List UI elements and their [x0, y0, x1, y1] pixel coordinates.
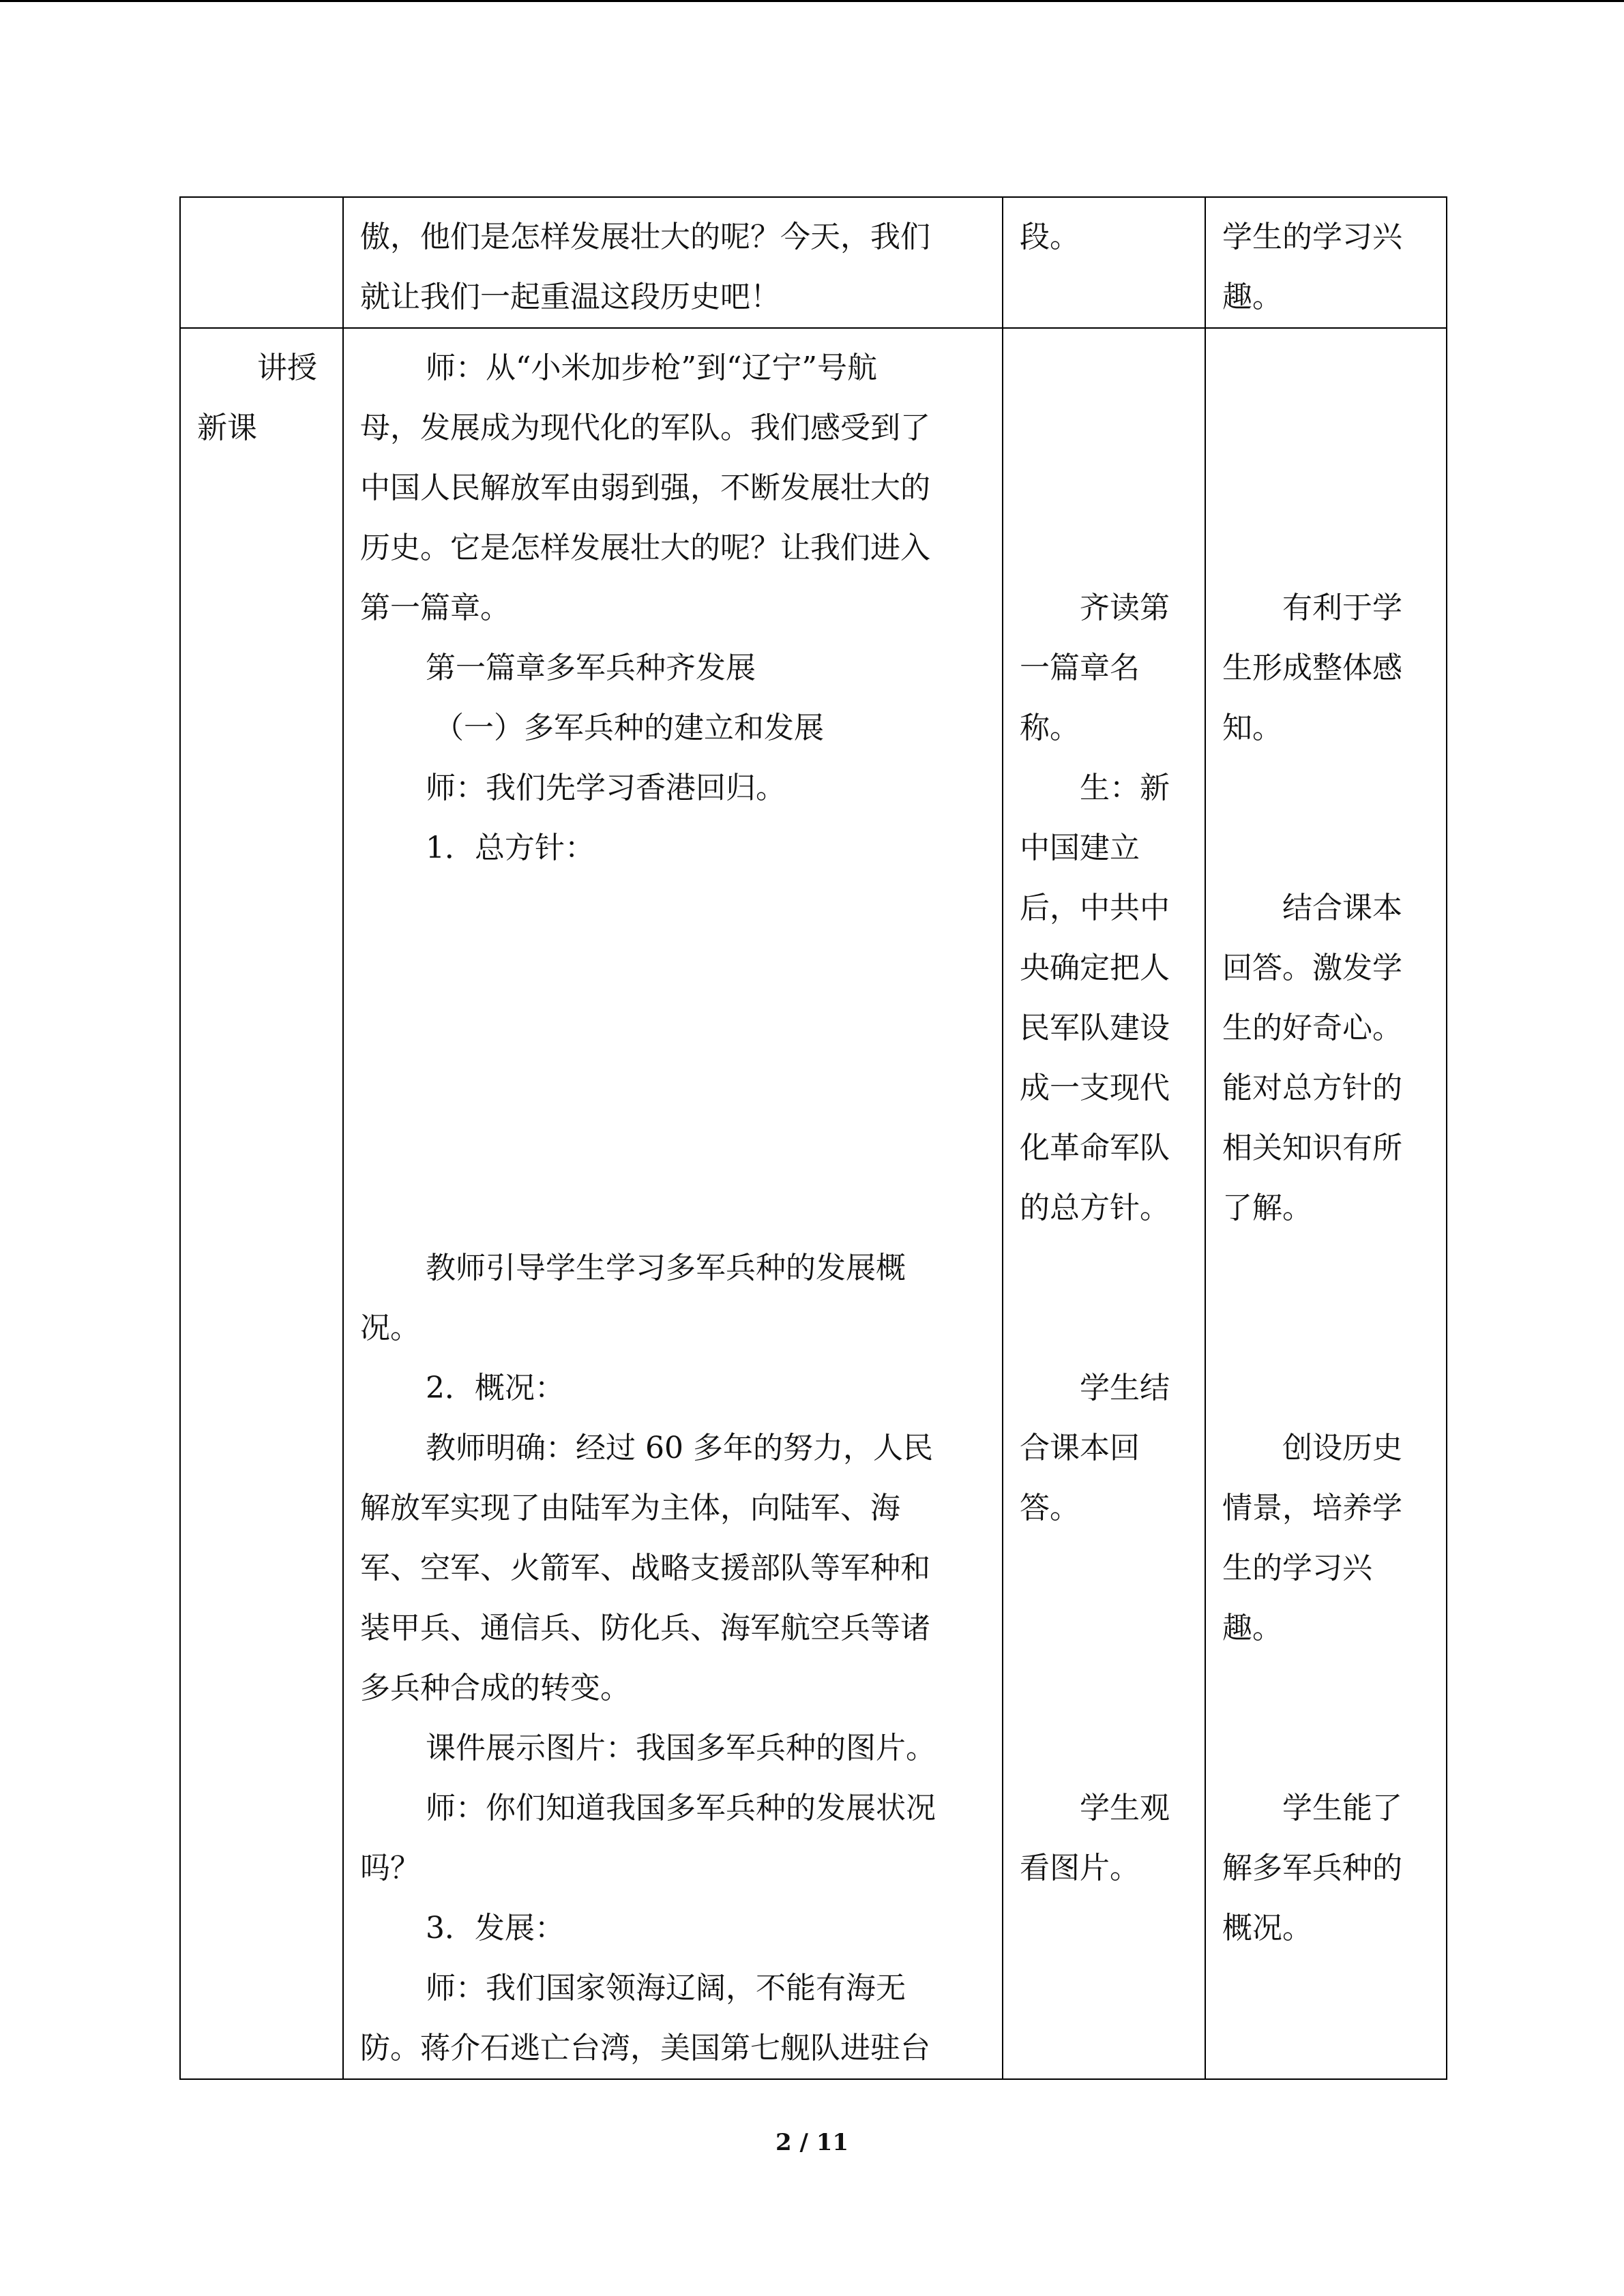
text-line: 师：你们知道我国多军兵种的发展状况: [426, 1791, 936, 1825]
text-line: 后，中共中: [1020, 891, 1170, 925]
text-line: 就让我们一起重温这段历史吧！: [360, 280, 780, 314]
stage-label: 新课: [197, 411, 257, 445]
text-line: 防。蒋介石逃亡台湾，美国第七舰队进驻台: [360, 2031, 930, 2066]
blank-line: [1222, 818, 1430, 878]
text-line: 教师明确：经过 60 多年的努力，人民: [426, 1431, 933, 1465]
blank-line: [360, 878, 986, 938]
stage-cell: [180, 328, 343, 2079]
text-line: 师：从“小米加步枪”到“辽宁”号航: [426, 351, 877, 385]
text-line: 回答。激发学: [1222, 951, 1402, 985]
student-activity-cell: [1003, 328, 1205, 2079]
text-line: 了解。: [1222, 1191, 1312, 1225]
numbered-heading: 2．概况：: [426, 1371, 565, 1405]
numbered-heading: 1．总方针：: [426, 831, 595, 865]
blank-line: [1222, 458, 1430, 518]
teacher-activity-cell: [343, 197, 1003, 328]
text-line: 趣。: [1222, 280, 1282, 314]
text-line: 创设历史: [1282, 1431, 1402, 1465]
text-line: 央确定把人: [1020, 951, 1170, 985]
blank-line: [1222, 1298, 1430, 1358]
text-line: 解多军兵种的: [1222, 1851, 1402, 1885]
text-line: 中国建立: [1020, 831, 1140, 865]
text-line: 合课本回: [1020, 1431, 1140, 1465]
text-line: 趣。: [1222, 1611, 1282, 1645]
text-line: 情景，培养学: [1222, 1491, 1402, 1525]
text-line: 一篇章名: [1020, 651, 1140, 685]
text-line: 况。: [360, 1311, 420, 1345]
text-line: 中国人民解放军由弱到强，不断发展壮大的: [360, 471, 930, 505]
text-line: 师：我们国家领海辽阔，不能有海无: [426, 1971, 906, 2006]
top-border-line: [0, 0, 1624, 2]
blank-line: [1020, 518, 1188, 578]
text-line: 称。: [1020, 711, 1080, 745]
student-activity-cell: [1003, 197, 1205, 328]
stage-label: 讲授: [257, 351, 317, 385]
text-line: 学生观: [1080, 1791, 1170, 1825]
blank-line: [1222, 1238, 1430, 1298]
blank-line: [360, 938, 986, 998]
blank-line: [1020, 1598, 1188, 1658]
lesson-plan-table: [179, 196, 1447, 2080]
page-number: 2 / 11: [775, 2129, 849, 2156]
numbered-heading: 3．发展：: [426, 1911, 565, 1945]
text-line: 知。: [1222, 711, 1282, 745]
text-line: 的总方针。: [1020, 1191, 1170, 1225]
text-line: 段。: [1020, 220, 1080, 254]
blank-line: [1222, 1718, 1430, 1778]
text-line: 能对总方针的: [1222, 1071, 1402, 1105]
text-line: 教师引导学生学习多军兵种的发展概: [426, 1251, 906, 1285]
text-line: 生的学习兴: [1222, 1551, 1372, 1585]
blank-line: [1020, 1658, 1188, 1718]
text-line: 多兵种合成的转变。: [360, 1671, 630, 1705]
blank-line: [1222, 1358, 1430, 1418]
blank-line: [1020, 1538, 1188, 1598]
blank-line: [1020, 1718, 1188, 1778]
text-line: 学生结: [1080, 1371, 1170, 1405]
table-row: [180, 197, 1447, 328]
text-line: 生：新: [1080, 771, 1170, 805]
text-line: 化革命军队: [1020, 1131, 1170, 1165]
text-line: 历史。它是怎样发展壮大的呢？让我们进入: [360, 531, 930, 565]
text-line: 课件展示图片：我国多军兵种的图片。: [426, 1731, 936, 1765]
text-line: 答。: [1020, 1491, 1080, 1525]
text-line: 生的好奇心。: [1222, 1011, 1402, 1045]
blank-line: [1020, 398, 1188, 458]
blank-line: [360, 998, 986, 1058]
text-line: 师：我们先学习香港回归。: [426, 771, 786, 805]
stage-cell: [180, 197, 343, 328]
text-line: 结合课本: [1282, 891, 1402, 925]
text-line: 成一支现代: [1020, 1071, 1170, 1105]
text-line: 齐读第: [1080, 591, 1170, 625]
text-line: 解放军实现了由陆军为主体，向陆军、海: [360, 1491, 900, 1525]
text-line: 军、空军、火箭军、战略支援部队等军种和: [360, 1551, 930, 1585]
subsection-heading: （一）多军兵种的建立和发展: [434, 711, 824, 745]
design-intent-cell: [1205, 328, 1447, 2079]
text-line: 第一篇章。: [360, 591, 510, 625]
text-line: 民军队建设: [1020, 1011, 1170, 1045]
blank-line: [1020, 1298, 1188, 1358]
text-line: 相关知识有所: [1222, 1131, 1402, 1165]
text-line: 看图片。: [1020, 1851, 1140, 1885]
text-line: 概况。: [1222, 1911, 1312, 1945]
blank-line: [1222, 758, 1430, 818]
blank-line: [1020, 338, 1188, 398]
table-row: [180, 328, 1447, 2079]
blank-line: [1222, 1658, 1430, 1718]
blank-line: [1222, 398, 1430, 458]
text-line: 学生能了: [1282, 1791, 1402, 1825]
blank-line: [360, 1118, 986, 1178]
blank-line: [360, 1058, 986, 1118]
section-heading: 第一篇章多军兵种齐发展: [426, 651, 756, 685]
blank-line: [1020, 1238, 1188, 1298]
blank-line: [1020, 458, 1188, 518]
blank-line: [360, 1178, 986, 1238]
text-line: 傲，他们是怎样发展壮大的呢？今天，我们: [360, 220, 930, 254]
teacher-activity-cell: [343, 328, 1003, 2079]
text-line: 装甲兵、通信兵、防化兵、海军航空兵等诸: [360, 1611, 930, 1645]
text-line: 吗？: [360, 1851, 420, 1885]
text-line: 学生的学习兴: [1222, 220, 1402, 254]
blank-line: [1222, 338, 1430, 398]
text-line: 生形成整体感: [1222, 651, 1402, 685]
text-line: 有利于学: [1282, 591, 1402, 625]
design-intent-cell: [1205, 197, 1447, 328]
blank-line: [1222, 518, 1430, 578]
text-line: 母，发展成为现代化的军队。我们感受到了: [360, 411, 930, 445]
